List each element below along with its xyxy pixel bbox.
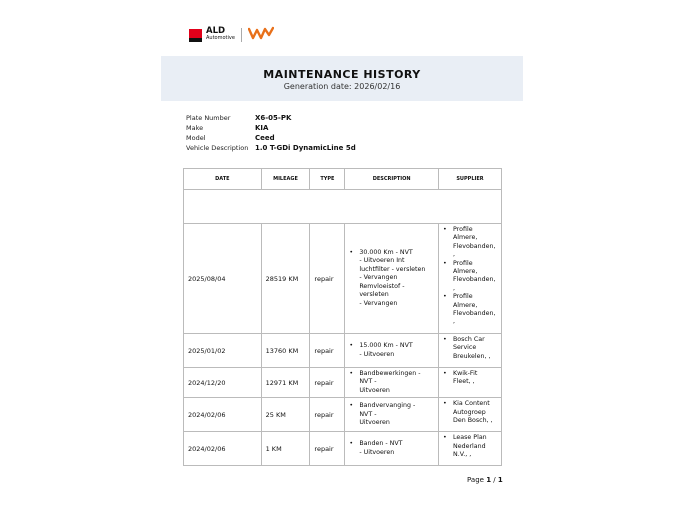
cell-mileage: 13760 KM: [261, 334, 310, 368]
cell-date: 2024/02/06: [184, 432, 262, 466]
supplier-line: Flevobanden,: [452, 242, 496, 250]
make-value: KIA: [255, 124, 269, 132]
column-header-date: DATE: [184, 169, 262, 190]
cell-supplier: [438, 224, 501, 334]
generation-date: Generation date: 2026/02/16: [283, 82, 401, 91]
ald-logo-icon: [189, 29, 202, 42]
cell-type: repair: [310, 224, 345, 334]
supplier-line: Flevobanden,: [452, 310, 496, 318]
column-header-description: DESCRIPTION: [345, 169, 439, 190]
description-line: • Banden - NVT: [349, 440, 434, 448]
supplier-line: Service: [452, 344, 477, 352]
cell-description: [345, 368, 439, 398]
cell-type: repair: [310, 334, 345, 368]
plate-value: X6-05-PK: [255, 114, 292, 122]
ald-logo-name: ALD: [206, 26, 226, 36]
supplier-line: ,: [452, 284, 455, 292]
report-header: [161, 56, 523, 101]
supplier-line: N.V., ,: [452, 451, 472, 459]
table-row: [184, 398, 502, 432]
description-line: • Bandbewerkingen -: [349, 370, 434, 378]
table-row: [184, 224, 502, 334]
model-label: Model: [186, 134, 206, 142]
supplier-line: Breukelen, ,: [452, 352, 491, 360]
description-line: Remvloeistof -: [359, 282, 405, 290]
cell-date: 2024/02/06: [184, 398, 262, 432]
description-line: - Uitvoeren: [359, 448, 395, 456]
vehicle-description-label: Vehicle Description: [186, 144, 249, 152]
cell-type: repair: [310, 398, 345, 432]
table-header-row: [184, 169, 502, 190]
leaseplan-logo-icon: [248, 26, 274, 44]
supplier-line: • Lease Plan: [443, 434, 497, 442]
logo-divider: [241, 28, 242, 42]
description-line: - Vervangen: [359, 274, 398, 282]
cell-date: 2025/08/04: [184, 224, 262, 334]
supplier-line: • Kia Content: [443, 400, 497, 408]
description-line: • Bandvervanging -: [349, 402, 434, 410]
description-line: - Vervangen: [359, 299, 398, 307]
report-title: MAINTENANCE HISTORY: [263, 68, 421, 81]
cell-description: [345, 334, 439, 368]
supplier-line: • Kwik-Fit: [443, 370, 497, 378]
column-header-mileage: MILEAGE: [261, 169, 310, 190]
cell-date: 2025/01/02: [184, 334, 262, 368]
cell-description: [345, 398, 439, 432]
supplier-line: Fleet, ,: [452, 378, 475, 386]
column-header-supplier: SUPPLIER: [438, 169, 501, 190]
table-row: [184, 368, 502, 398]
supplier-line: Flevobanden,: [452, 276, 496, 284]
description-line: • 30.000 Km - NVT: [349, 249, 434, 257]
column-header-type: TYPE: [310, 169, 345, 190]
cell-mileage: 25 KM: [261, 398, 310, 432]
table-row: [184, 432, 502, 466]
supplier-line: Den Bosch, ,: [452, 417, 493, 425]
cell-supplier: [438, 334, 501, 368]
table-spacer-row: [184, 190, 502, 224]
description-line: - Uitvoeren Int: [359, 257, 405, 265]
description-line: NVT -: [359, 410, 377, 418]
description-line: • 15.000 Km - NVT: [349, 342, 434, 350]
cell-supplier: [438, 368, 501, 398]
supplier-line: Almere,: [452, 301, 478, 309]
description-line: Uitvoeren: [359, 386, 390, 394]
supplier-line: Autogroep: [452, 408, 486, 416]
description-line: NVT -: [359, 378, 377, 386]
cell-description: [345, 432, 439, 466]
cell-type: repair: [310, 432, 345, 466]
plate-label: Plate Number: [186, 114, 231, 122]
cell-supplier: [438, 398, 501, 432]
description-line: luchtfilter - versleten: [359, 265, 426, 273]
cell-description: [345, 224, 439, 334]
ald-logo: [189, 27, 274, 43]
supplier-line: • Profile: [443, 260, 497, 268]
supplier-line: • Profile: [443, 226, 497, 234]
model-value: Ceed: [255, 134, 275, 142]
supplier-line: • Profile: [443, 293, 497, 301]
supplier-line: Nederland: [452, 442, 486, 450]
cell-mileage: 12971 KM: [261, 368, 310, 398]
cell-mileage: 28519 KM: [261, 224, 310, 334]
supplier-line: • Bosch Car: [443, 336, 497, 344]
vehicle-info: [186, 113, 356, 153]
description-line: versleten: [359, 291, 389, 299]
supplier-line: ,: [452, 318, 455, 326]
supplier-line: Almere,: [452, 234, 478, 242]
cell-date: 2024/12/20: [184, 368, 262, 398]
table-row: [184, 334, 502, 368]
cell-supplier: [438, 432, 501, 466]
make-label: Make: [186, 124, 204, 132]
cell-mileage: 1 KM: [261, 432, 310, 466]
vehicle-description-value: 1.0 T-GDi DynamicLine 5d: [255, 144, 356, 152]
description-line: - Uitvoeren: [359, 350, 395, 358]
description-line: Uitvoeren: [359, 418, 390, 426]
ald-logo-subtitle: Automotive: [206, 35, 235, 41]
supplier-line: ,: [452, 251, 455, 259]
page-indicator: Page 1 / 1: [467, 476, 503, 484]
cell-type: repair: [310, 368, 345, 398]
maintenance-table: [183, 168, 502, 466]
supplier-line: Almere,: [452, 268, 478, 276]
